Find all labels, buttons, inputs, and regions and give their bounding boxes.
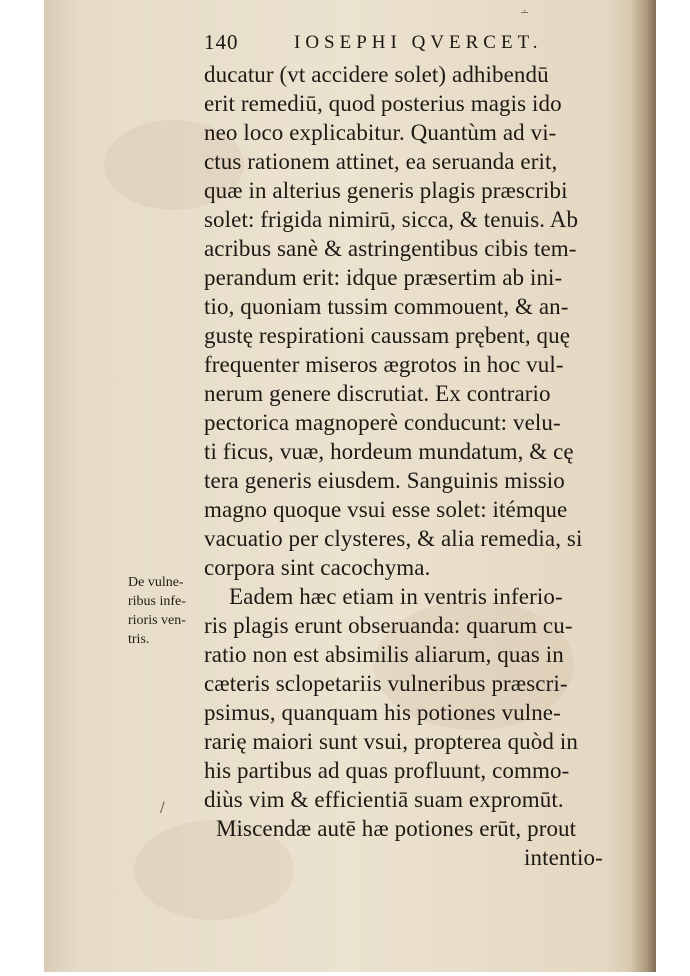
text-line: cæteris sclopetariis vulneribus præscri- <box>204 671 568 696</box>
text-line: rarię maiori sunt vsui, propterea quòd in <box>204 729 578 754</box>
text-line: pectorica magnoperè conducunt: velu- <box>204 410 561 435</box>
text-line: ratio non est absimilis aliarum, quas in <box>204 642 564 667</box>
text-line: frequenter miseros ægrotos in hoc vul- <box>204 352 564 377</box>
text-line: tera generis eiusdem. Sanguinis missio <box>204 468 565 493</box>
text-line: erit remediū, quod posterius magis ido <box>204 91 562 116</box>
text-line: ti ficus, vuæ, hordeum mundatum, & cę <box>204 439 574 464</box>
page-gutter-shadow <box>630 0 656 972</box>
text-line: ducatur (vt accidere solet) adhibendū <box>204 62 549 87</box>
text-line: his partibus ad quas profluunt, commo- <box>204 758 570 783</box>
text-line: magno quoque vsui esse solet: itémque <box>204 497 568 522</box>
page-number: 140 <box>204 30 239 54</box>
text-line: ctus rationem attinet, ea seruanda erit, <box>204 149 558 174</box>
margin-note-line: ribus infe- <box>128 594 186 609</box>
text-line: tio, quoniam tussim commouent, & an- <box>204 294 569 319</box>
text-line: corpora sint cacochyma. <box>204 555 431 580</box>
margin-note-line: De vulne- <box>128 575 184 590</box>
ink-mark: / <box>160 800 165 816</box>
ink-mark: ∸ <box>520 6 530 19</box>
text-line: Miscendæ autē hæ potiones erūt, prout <box>216 816 577 841</box>
text-line: quæ in alterius generis plagis præscribi <box>204 178 568 203</box>
text-line: acribus sanè & astringentibus cibis tem- <box>204 236 577 261</box>
running-head: IOSEPHI QVERCET. <box>294 32 543 53</box>
text-line: ris plagis erunt obseruanda: quarum cu- <box>204 613 573 638</box>
text-line: gustę respirationi caussam prębent, quę <box>204 323 571 348</box>
catchword: intentio- <box>524 845 603 870</box>
text-line: vacuatio per clysteres, & alia remedia, si <box>204 526 583 551</box>
text-line: Eadem hæc etiam in ventris inferio- <box>229 584 563 609</box>
margin-note-line: tris. <box>128 632 150 647</box>
text-line: nerum genere discrutiat. Ex contrario <box>204 381 551 406</box>
text-line: diùs vim & efficientiā suam expromūt. <box>204 787 564 812</box>
text-line: psimus, quanquam his potiones vulne- <box>204 700 561 725</box>
book-page <box>44 0 656 972</box>
text-line: neo loco explicabitur. Quantùm ad vi- <box>204 120 557 145</box>
margin-note-line: rioris ven- <box>128 613 186 628</box>
page-header <box>204 30 624 56</box>
text-line: perandum erit: idque præsertim ab ini- <box>204 265 563 290</box>
text-line: solet: frigida nimirū, sicca, & tenuis. Ab <box>204 207 579 232</box>
